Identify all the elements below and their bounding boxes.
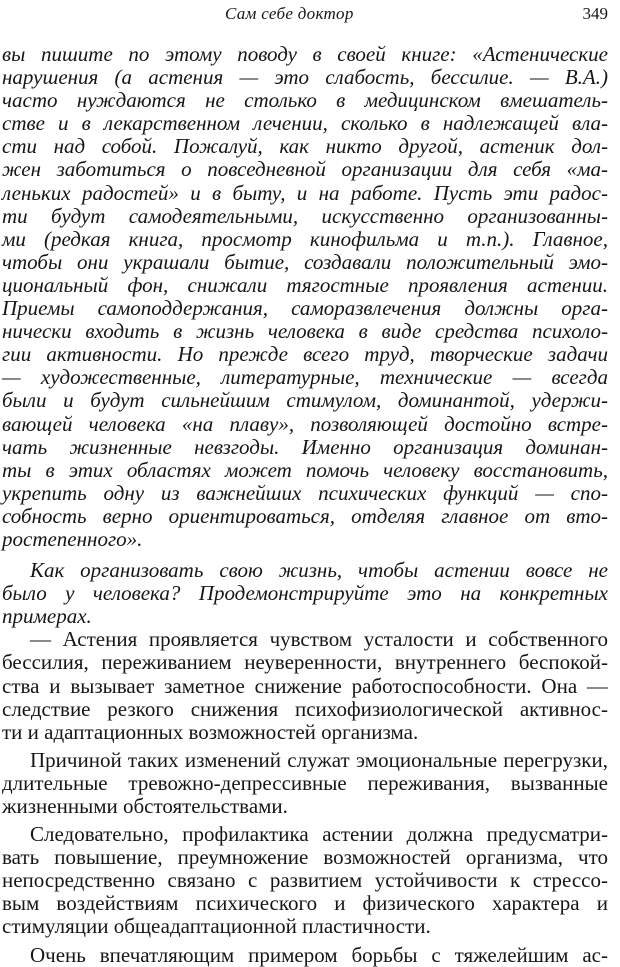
answer-line: следствие резкого снижения психофизиологической активнос- <box>2 696 608 721</box>
quote-line: ростепенного». <box>2 526 143 551</box>
quote-line: часто нуждаются не столько в медицинском вмешатель- <box>2 88 608 113</box>
quote-line: чтобы они украшали бытие, создавали положительный эмо- <box>2 249 608 274</box>
quote-line: сти над собой. Пожалуй, как никто другой, астеник дол- <box>2 134 608 159</box>
answer-line: непосредственно связано с развитием устойчивости к стрессо- <box>2 868 608 893</box>
quote-line: нически входить в жизнь человека в виде средства психоло- <box>2 319 608 344</box>
quote-line: циональный фон, снижали тягостные проявления астении. <box>2 272 608 297</box>
quote-line: чать жизненные невзгоды. Именно организация доминан- <box>2 434 608 459</box>
question-line: примерах. <box>2 604 92 629</box>
quote-line: гии активности. Но прежде всего труд, творческие задачи <box>2 342 608 367</box>
quote-line: собность верно ориентироваться, отделяя главное от вто- <box>2 503 608 528</box>
quote-line: вы пишите по этому поводу в своей книге: «Астенические <box>2 42 608 66</box>
answer-line: Причиной таких изменений служат эмоциональные перегрузки, <box>30 747 608 772</box>
question-line: было у человека? Продемонстрируйте это на конкретных <box>2 581 608 606</box>
answer-line: стимуляции общеадаптационной пластичности. <box>2 914 431 939</box>
answer-line: Следовательно, профилактика астении должна предусматри- <box>30 822 608 847</box>
quote-block <box>2 43 608 551</box>
answer-paragraph <box>2 823 608 938</box>
page-header <box>0 4 620 26</box>
quote-line: ти будут самодеятельными, искусственно организованны- <box>2 203 608 228</box>
answer-block <box>2 628 608 966</box>
answer-line: длительные тревожно-депрессивные переживания, вызванные <box>2 770 608 795</box>
quote-line: ты в этих областях может помочь человеку восстановить, <box>2 457 608 482</box>
quote-line: леньких радостей» и в быту, и на работе. Пусть эти радос- <box>2 180 608 205</box>
quote-line: ми (редкая книга, просмотр кинофильма и т.п.). Главное, <box>2 226 608 251</box>
answer-line: ти и адаптационных возможностей организма. <box>2 719 419 744</box>
answer-line: Очень впечатляющим примером борьбы с тяжелейшим ас- <box>30 942 608 967</box>
answer-line: ства и вызывает заметное снижение работоспособности. Она — <box>2 673 608 698</box>
answer-line: жизненными обстоятельствами. <box>2 794 288 818</box>
answer-line: — Астения проявляется чувством усталости и собственного <box>30 627 608 652</box>
answer-line: бессилия, переживанием неуверенности, внутреннего беспокой- <box>2 650 608 675</box>
answer-paragraph <box>2 749 608 818</box>
quote-line: Приемы самоподдержания, саморазвлечения должны орга- <box>2 296 608 321</box>
quote-line: были и будут сильнейшим стимулом, доминантой, удержи- <box>2 388 608 413</box>
answer-line: вать повышение, преумножение возможностей организма, что <box>2 845 608 870</box>
question-block <box>2 559 608 628</box>
question-line: Как организовать свою жизнь, чтобы астении вовсе не <box>30 558 608 583</box>
page-number: 349 <box>582 4 608 23</box>
quote-line: укрепить одну из важнейших психических функций — спо- <box>2 480 608 505</box>
quote-line: нарушения (а астения — это слабость, бессилие. — В.А.) <box>2 65 608 90</box>
answer-paragraph <box>2 628 608 743</box>
quote-line: — художественные, литературные, технические — всегда <box>2 365 608 390</box>
quote-line: стве и в лекарственном лечении, сколько в надлежащей вла- <box>2 111 608 136</box>
quote-line: вающей человека «на плаву», позволяющей достойно встре- <box>2 411 608 436</box>
quote-line: жен заботиться о повседневной организации для себя «ма- <box>2 157 608 182</box>
answer-line: вым воздействиям психического и физического характера и <box>2 891 608 916</box>
page-text <box>2 43 608 967</box>
running-title: Сам себе доктор <box>225 4 354 23</box>
answer-paragraph <box>2 944 608 967</box>
